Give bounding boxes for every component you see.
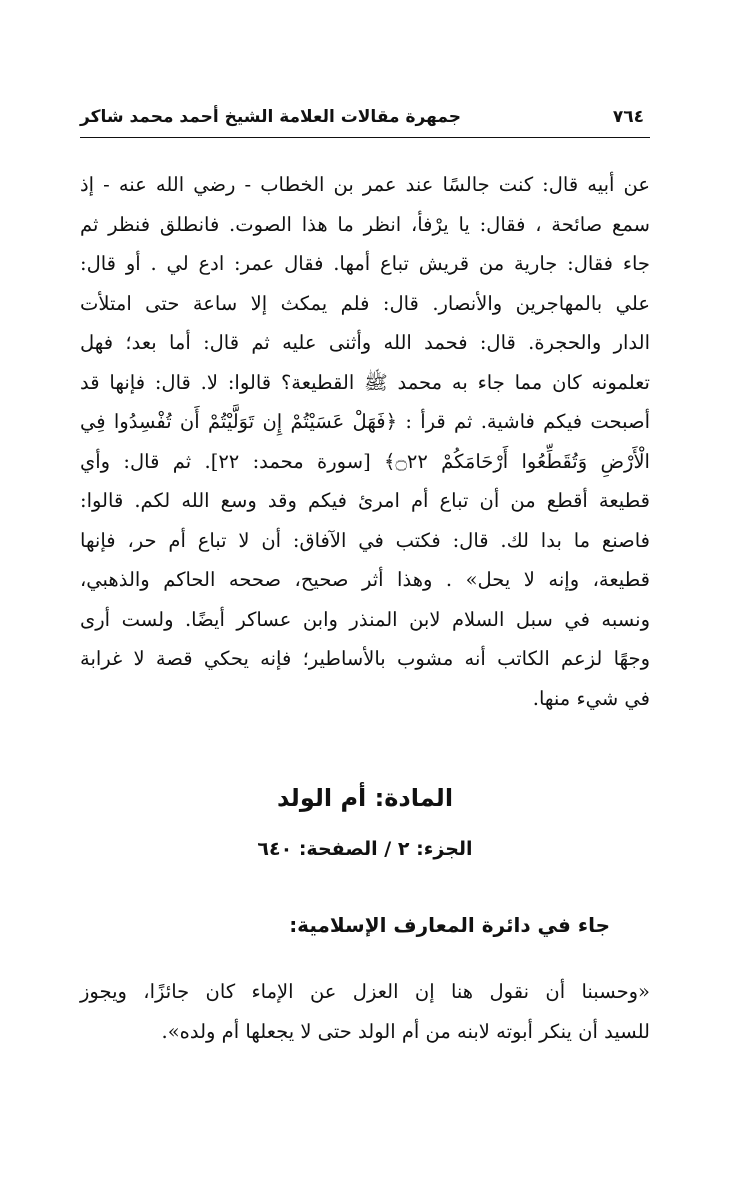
section-reference: الجزء: ٢ / الصفحة: ٦٤٠ — [257, 838, 473, 860]
body-paragraph — [80, 165, 650, 718]
section-title: المادة: أم الولد — [276, 784, 454, 812]
text-line: ونسبه في سبل السلام لابن المنذر وابن عساكر أيضًا. ولست أرى — [80, 607, 650, 631]
text-line: علي بالمهاجرين والأنصار. قال: فلم يمكث إلا ساعة حتى امتلأت — [80, 291, 650, 315]
page-number: ٧٦٤ — [612, 107, 644, 127]
text-line: الْأَرْضِ وَتُقَطِّعُوا أَرْحَامَكُمْ ۝٢٢﴾ [سورة محمد: ٢٢]. ثم قال: وأي — [80, 449, 650, 473]
quote-paragraph — [80, 972, 650, 1052]
text-line: أصبحت فيكم فاشية. ثم قرأ : ﴿فَهَلْ عَسَيْتُمْ إِن تَوَلَّيْتُمْ أَن تُفْسِدُوا فِي — [80, 410, 650, 433]
header-rule — [80, 137, 650, 138]
running-title: جمهرة مقالات العلامة الشيخ أحمد محمد شاكر — [80, 107, 461, 127]
text-line: قطيعة أقطع من أن تباع أم امرئ فيكم وقد وسع الله لكم. قالوا: — [80, 489, 650, 512]
text-line: قطيعة، وإنه لا يحل» . وهذا أثر صحيح، صححه الحاكم والذهبي، — [80, 568, 650, 591]
text-line: تعلمونه كان مما جاء به محمد ﷺ القطيعة؟ قالوا: لا. قال: فإنها قد — [80, 370, 650, 394]
text-line: سمع صائحة ، فقال: يا يرْفأ، انظر ما هذا الصوت. فانطلق فنظر ثم — [80, 212, 650, 236]
text-line: جاء فقال: جارية من قريش تباع أمها. فقال عمر: ادع لي . أو قال: — [80, 252, 650, 275]
text-line: فاصنع ما بدا لك. قال: فكتب في الآفاق: أن لا تباع أم حر، فإنها — [80, 528, 650, 552]
quote-line: للسيد أن ينكر أبوته لابنه من أم الولد حتى لا يجعلها أم ولده». — [161, 1020, 650, 1043]
section-subheading: جاء في دائرة المعارف الإسلامية: — [289, 913, 610, 937]
text-line: عن أبيه قال: كنت جالسًا عند عمر بن الخطاب - رضي الله عنه - إذ — [80, 173, 650, 196]
text-line: الدار والحجرة. قال: فحمد الله وأثنى عليه ثم قال: أما بعد؛ فهل — [80, 331, 650, 354]
book-page — [80, 0, 650, 1179]
text-line: في شيء منها. — [532, 686, 650, 710]
page-header — [80, 103, 650, 133]
text-line: وجهًا لزعم الكاتب أنه مشوب بالأساطير؛ فإنه يحكي قصة لا غرابة — [80, 647, 650, 670]
quote-line: «وحسبنا أن نقول هنا إن العزل عن الإماء كان جائزًا، ويجوز — [80, 980, 650, 1003]
